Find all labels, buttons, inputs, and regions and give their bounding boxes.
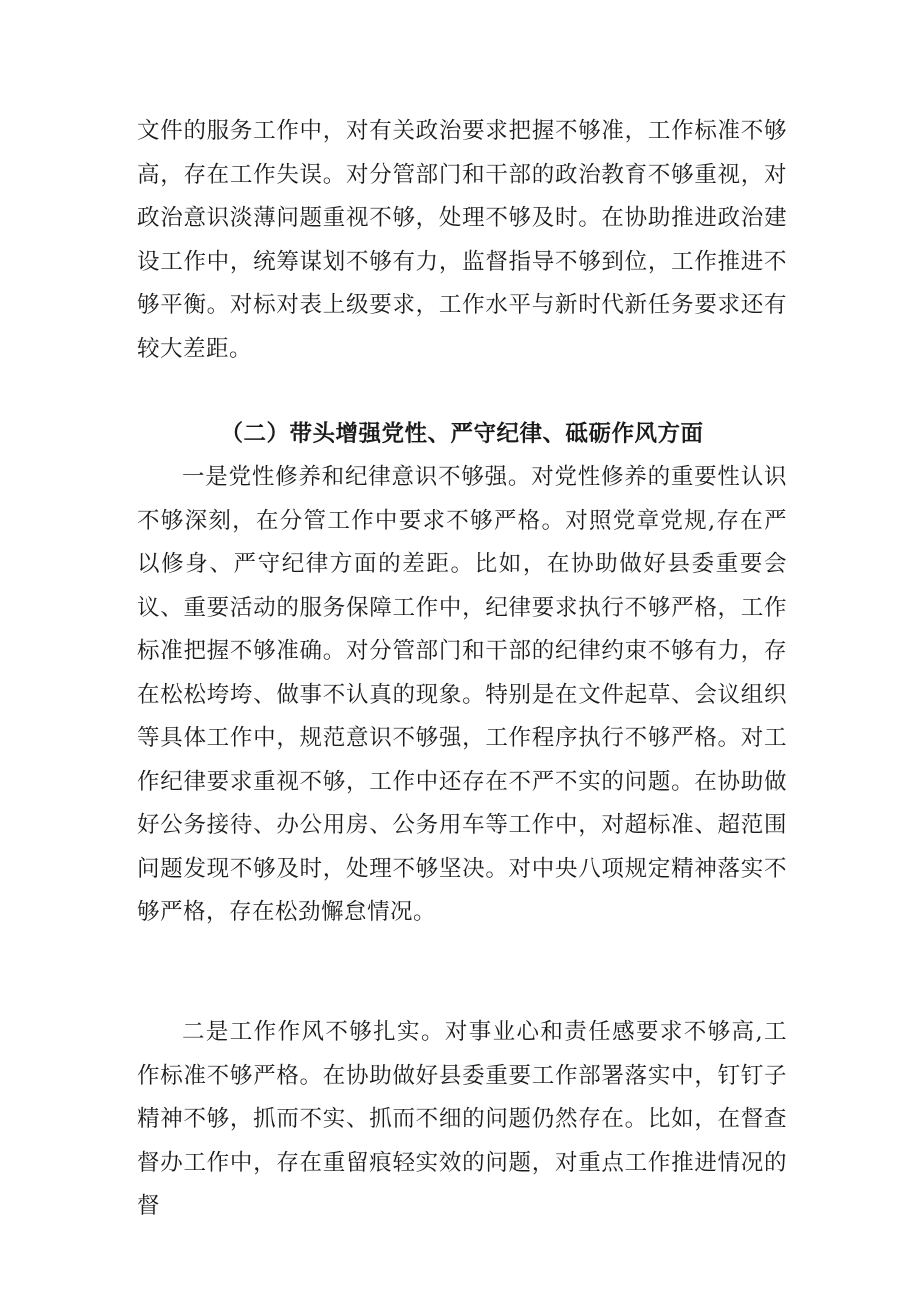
paragraph-party-discipline: 一是党性修养和纪律意识不够强。对党性修养的重要性认识不够深刻，在分管工作中要求不够严格。对照党章党规,存在严以修身、严守纪律方面的差距。比如，在协助做好县委重要会议、重要活动的服务保障工作中，纪律要求执行不够严格，工作标准把握不够准确。对分管部门和干部的纪律约束不够有力，存在松松垮垮、做事不认真的现象。特别是在文件起草、会议组织等具体工作中，规范意识不够强，工作程序执行不够严格。对工作纪律要求重视不够，工作中还存在不严不实的问题。在协助做好公务接待、办公用房、公务用车等工作中，对超标准、超范围问题发现不够及时，处理不够坚决。对中央八项规定精神落实不够严格，存在松劲懈怠情况。 [137, 464, 787, 925]
paragraph-continuation: 文件的服务工作中，对有关政治要求把握不够准，工作标准不够高，存在工作失误。对分管部门和干部的政治教育不够重视，对政治意识淡薄问题重视不够，处理不够及时。在协助推进政治建设工作中，统筹谋划不够有力，监督指导不够到位，工作推进不够平衡。对标对表上级要求，工作水平与新时代新任务要求还有较大差距。 [137, 118, 787, 362]
paragraph-work-style: 二是工作作风不够扎实。对事业心和责任感要求不够高,工作标准不够严格。在协助做好县委重要工作部署落实中，钉钉子精神不够，抓而不实、抓而不细的问题仍然存在。比如，在督查督办工作中，存在重留痕轻实效的问题，对重点工作推进情况的督 [137, 1019, 787, 1219]
section-heading: （二）带头增强党性、严守纪律、砥砺作风方面 [220, 421, 704, 447]
